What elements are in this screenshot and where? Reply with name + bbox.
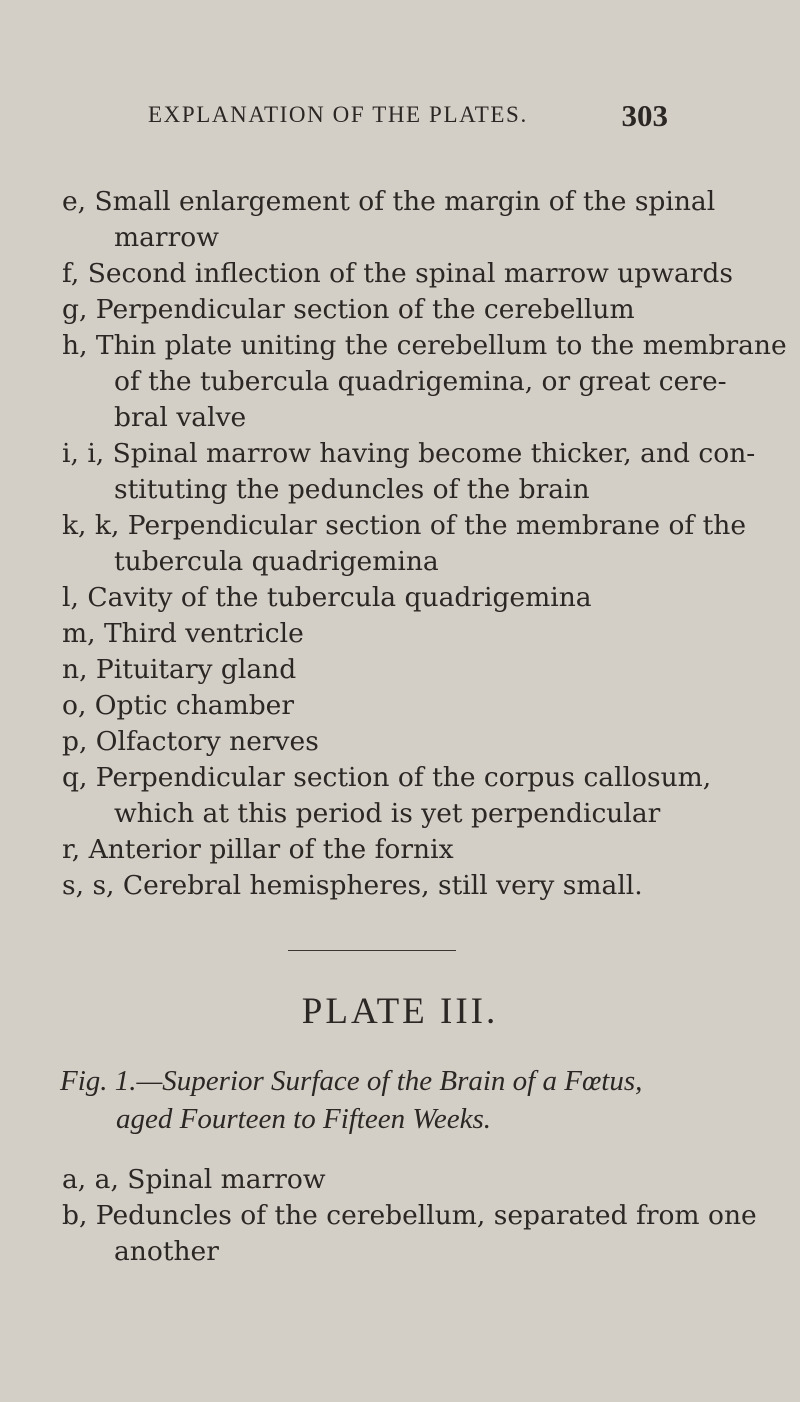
- legend-entry-g: [62, 292, 762, 328]
- entry-line: a, a, Spinal marrow: [62, 1164, 326, 1195]
- legend-entry-s: [62, 868, 762, 904]
- entry-line: f, Second inflection of the spinal marrow upwards: [62, 258, 733, 289]
- entry-line: b, Peduncles of the cerebellum, separated from one: [62, 1200, 757, 1231]
- legend-entry-i: [62, 436, 762, 508]
- entry-line: r, Anterior pillar of the fornix: [62, 834, 454, 865]
- section-divider: [288, 950, 456, 951]
- legend-entry-q: [62, 760, 762, 832]
- entry-line: q, Perpendicular section of the corpus callosum,: [62, 762, 712, 793]
- legend-entry-e: [62, 184, 762, 256]
- entry-line: k, k, Perpendicular section of the membrane of the: [62, 510, 747, 541]
- legend-entry-k: [62, 508, 762, 580]
- entry-line: i, i, Spinal marrow having become thicker, and con-: [62, 438, 756, 469]
- plate-title: PLATE III.: [301, 991, 499, 1032]
- figure-caption-line: Fig. 1.—Superior Surface of the Brain of a Fœtus,: [60, 1065, 643, 1097]
- legend-entry-h: [62, 328, 787, 436]
- running-title: EXPLANATION OF THE PLATES.: [148, 102, 528, 127]
- entry-line: another: [114, 1236, 219, 1267]
- entry-line: s, s, Cerebral hemispheres, still very small.: [62, 870, 643, 901]
- legend-entry-p: [62, 724, 762, 760]
- legend-entry-m: [62, 616, 762, 652]
- entry-line: o, Optic chamber: [62, 690, 295, 721]
- legend-entry-n: [62, 652, 762, 688]
- entry-line: n, Pituitary gland: [62, 654, 297, 685]
- entry-line: m, Third ventricle: [62, 618, 304, 649]
- legend-entry-a: [62, 1162, 762, 1198]
- legend-entry-l: [62, 580, 762, 616]
- entry-line: h, Thin plate uniting the cerebellum to the membrane: [62, 330, 787, 361]
- entry-line: l, Cavity of the tubercula quadrigemina: [62, 582, 592, 613]
- entry-line: of the tubercula quadrigemina, or great cere-: [114, 366, 727, 397]
- legend-entry-o: [62, 688, 762, 724]
- entry-line: marrow: [114, 222, 219, 253]
- figure-caption-line: aged Fourteen to Fifteen Weeks.: [116, 1103, 492, 1135]
- legend-entry-b: [62, 1198, 762, 1270]
- entry-line: g, Perpendicular section of the cerebellum: [62, 294, 635, 325]
- figure-caption: [60, 1062, 780, 1138]
- legend-entry-f: [62, 256, 762, 292]
- page-number: 303: [621, 98, 668, 133]
- entry-line: stituting the peduncles of the brain: [114, 474, 590, 505]
- entry-line: bral valve: [114, 402, 247, 433]
- page-header: [148, 98, 668, 138]
- entry-line: p, Olfactory nerves: [62, 726, 319, 757]
- entry-line: tubercula quadrigemina: [114, 546, 439, 577]
- legend-entry-r: [62, 832, 762, 868]
- entry-line: which at this period is yet perpendicular: [114, 798, 661, 829]
- entry-line: e, Small enlargement of the margin of the spinal: [62, 186, 716, 217]
